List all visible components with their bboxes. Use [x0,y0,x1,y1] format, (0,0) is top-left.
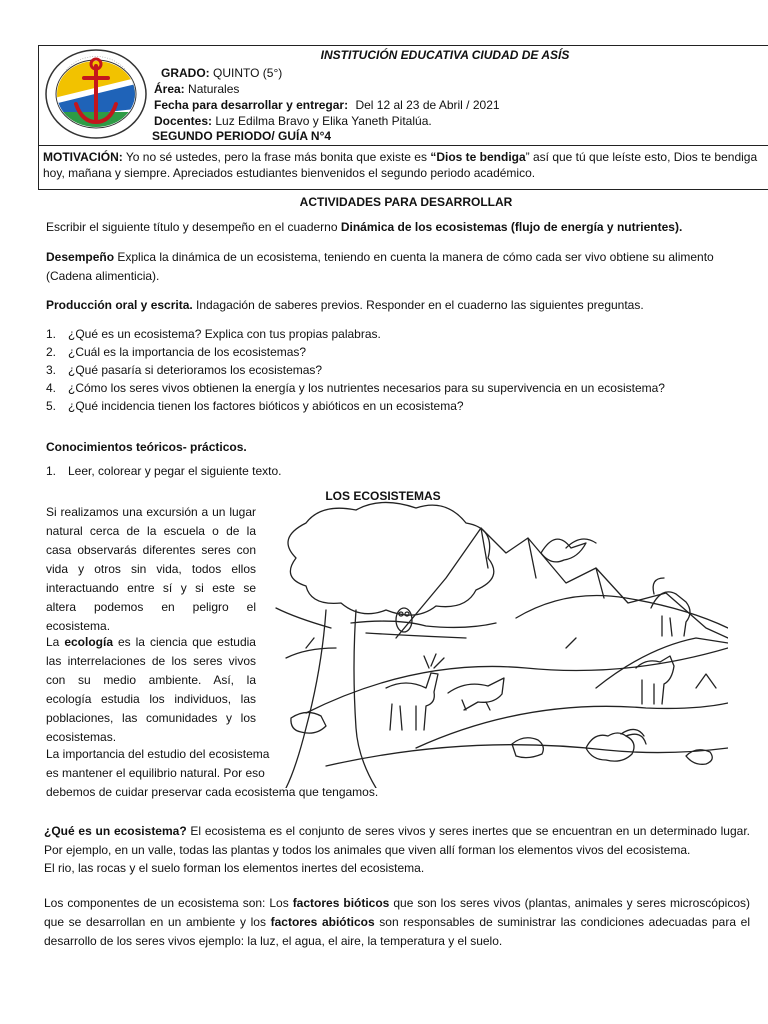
grade-value: QUINTO (5°) [213,66,283,80]
area-line [154,82,239,96]
knowledge-title: Conocimientos teóricos- prácticos. [46,440,247,454]
performance [46,248,750,286]
step-number: 1. [46,464,57,478]
motivation-text-end: ” así que tú que leíste esto, Dios te bendiga hoy, mañana y siempre. Apreciados estudiantes bienvenidos el segundo periodo académico. [43,150,758,180]
step-text: Leer, colorear y pegar el siguiente texto. [68,464,282,478]
motivation-box [38,145,768,190]
paragraph-importance-3: debemos de cuidar preservar cada ecosistema que tengamos. [46,785,379,799]
ecosystems-title: LOS ECOSISTEMAS [325,489,441,503]
production-text: Indagación de saberes previos. Responder en el cuaderno las siguientes preguntas. [192,298,644,312]
production-label: Producción oral y escrita. [46,298,193,312]
motivation-label: MOTIVACIÓN: [43,150,123,164]
motivation-quote: “Dios te bendiga [430,150,526,164]
list-item: 1. ¿Qué es un ecosistema? Explica con tus propias palabras. [46,327,381,341]
teachers-value: Luz Edilma Bravo y Elika Yaneth Pitalúa. [215,114,432,128]
instruction [46,218,766,237]
what-is-label: ¿Qué es un ecosistema? [44,824,187,838]
step-1 [46,464,281,478]
what-is-ecosystem [44,822,750,860]
list-item: 2. ¿Cuál es la importancia de los ecosistemas? [46,345,307,359]
paragraph-intro: Si realizamos una excursión a un lugar natural cerca de la escuela o de la casa observarás diferentes seres con vida y otros sin vida, todos ellos interactuando entre sí y si este se altera podemos en peligro el ecosistema. [46,505,256,633]
paragraph-ecology: La ecología es la ciencia que estudia las interrelaciones de los seres vivos con su medio ambiente. Así, la ecología estudia los individuos, las poblaciones, las comunidades y los ecosistemas. [46,635,256,744]
institution-name: INSTITUCIÓN EDUCATIVA CIUDAD DE ASÍS [320,48,570,62]
teachers-label: Docentes: [154,114,213,128]
motivation-text: Yo no sé ustedes, pero la frase más bonita que existe es [122,150,431,164]
inert-elements: El rio, las rocas y el suelo forman los elementos inertes del ecosistema. [44,861,425,875]
abiotic-factors: factores abióticos [270,915,375,929]
area-label: Área: [154,82,185,96]
what-is-text: El ecosistema es el conjunto de seres vivos y seres inertes que se encuentran en un determinado lugar. Por ejemplo, en un valle, todas las plantas y todos los animales que viven allí forman los elementos vivos del ecosistema. [44,824,750,857]
instruction-text: Escribir el siguiente título y desempeño en el cuaderno [46,220,341,234]
ecosystem-illustration [266,498,728,788]
grade-line [161,66,282,80]
date-value: Del 12 al 23 de Abril / 2021 [355,98,500,112]
activities-title: ACTIVIDADES PARA DESARROLLAR [299,195,513,209]
list-item: 5. ¿Qué incidencia tienen los factores bióticos y abióticos en un ecosistema? [46,399,464,413]
paragraph-importance-2: es mantener el equilibrio natural. Por eso [46,766,265,780]
biotic-factors: factores bióticos [292,896,390,910]
performance-label: Desempeño [46,250,115,264]
list-item: 3. ¿Qué pasaría si deterioramos los ecosistemas? [46,363,323,377]
components-paragraph: Los componentes de un ecosistema son: Los factores bióticos que son los seres vivos (plantas, animales y seres microscópicos) que se desarrollan en un ambiente y los factores abióticos son responsables de suministrar las condiciones adecuadas para el desarrollo de los seres vivos ejemplo: la luz, el agua, el aire, la temperatura y el suelo. [44,896,751,948]
performance-text: Explica la dinámica de un ecosistema, teniendo en cuenta la manera de cómo cada ser vivo obtiene su alimento (Cadena alimenticia). [46,250,714,283]
school-logo [44,48,148,140]
paragraph-importance-1: La importancia del estudio del ecosistema [46,747,270,761]
period-guide: SEGUNDO PERIODO/ GUÍA N°4 [152,129,332,143]
ecology-term: ecología [64,635,114,649]
grade-label: GRADO: [161,66,210,80]
date-line [154,98,500,112]
instruction-title: Dinámica de los ecosistemas (flujo de energía y nutrientes). [340,220,683,234]
questions-list [46,325,766,415]
date-label: Fecha para desarrollar y entregar: [154,98,349,112]
list-item: 4. ¿Cómo los seres vivos obtienen la energía y los nutrientes necesarios para su supervivencia en un ecosistema? [46,381,665,395]
production [46,296,766,315]
teachers-line [154,114,432,128]
area-value: Naturales [188,82,240,96]
